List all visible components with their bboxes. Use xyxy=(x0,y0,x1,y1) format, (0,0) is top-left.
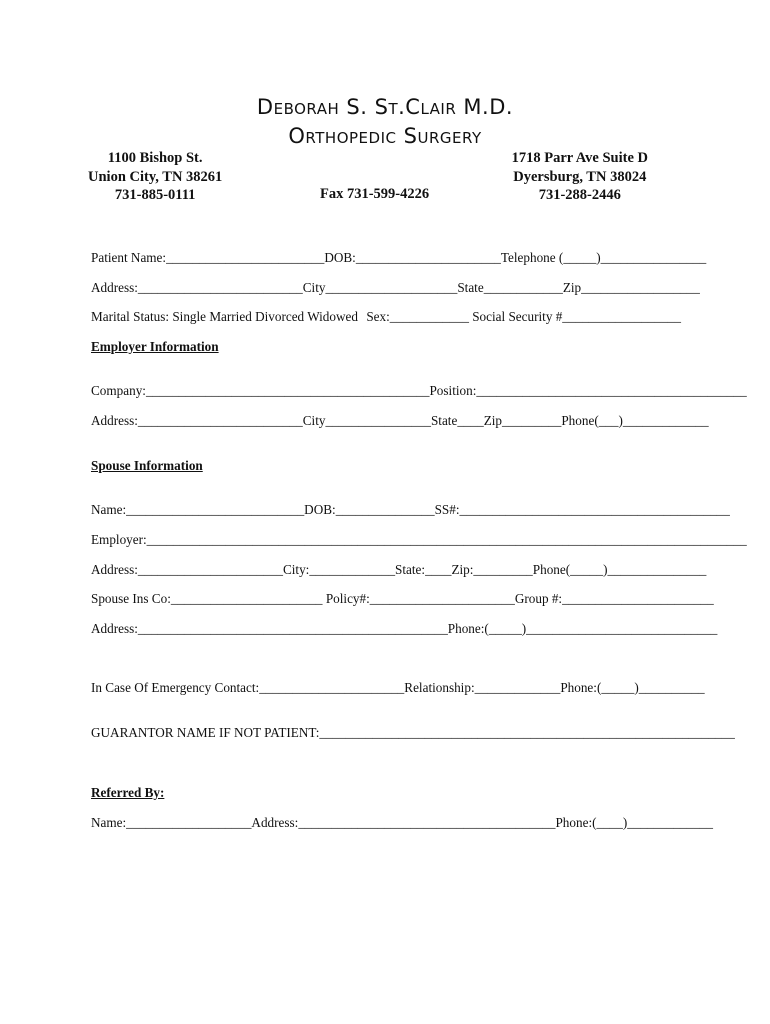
employer-heading: Employer Information xyxy=(91,339,219,354)
left-phone: 731-885-0111 xyxy=(114,187,196,203)
marital-status-options[interactable]: Marital Status: Single Married Divorced Widowed xyxy=(91,309,358,324)
spouse-insurance-line[interactable]: Spouse Ins Co:_______________________ Policy#:______________________Group #:_______________________ xyxy=(91,591,714,606)
left-office-address xyxy=(88,149,222,205)
guarantor-line[interactable]: GUARANTOR NAME IF NOT PATIENT:_______________________________________________________________ xyxy=(91,725,735,740)
left-street: 1100 Bishop St. xyxy=(107,150,203,166)
spouse-ins-address-line[interactable]: Address:_______________________________________________Phone:(_____)_____________________________ xyxy=(91,621,718,636)
spouse-address-line[interactable]: Address:______________________City:_____________State:____Zip:_________Phone(_____)_______________ xyxy=(91,562,707,577)
right-office-address xyxy=(512,149,648,205)
referred-line[interactable]: Name:___________________Address:_______________________________________Phone:(____)_____________ xyxy=(91,815,713,830)
right-city: Dyersburg, TN 38024 xyxy=(513,168,647,185)
right-street: 1718 Parr Ave Suite D xyxy=(511,150,648,166)
marital-sex-line xyxy=(91,309,681,325)
spouse-name-line[interactable]: Name:___________________________DOB:_______________SS#:_________________________________________ xyxy=(91,502,730,517)
emergency-contact-line[interactable]: In Case Of Emergency Contact:______________________Relationship:_____________Phone:(_____)__________ xyxy=(91,680,705,695)
fax-number: Fax 731-599-4226 xyxy=(320,186,430,202)
referred-heading: Referred By: xyxy=(91,785,165,800)
sex-ssn-fields[interactable]: Sex:____________ Social Security #__________________ xyxy=(366,309,681,324)
employer-company-line[interactable]: Company:___________________________________________Position:_________________________________________ xyxy=(91,383,747,398)
patient-address-line[interactable]: Address:_________________________City____________________State____________Zip__________________ xyxy=(91,280,700,295)
spouse-heading: Spouse Information xyxy=(91,458,203,473)
patient-name-line[interactable]: Patient Name:________________________DOB:______________________Telephone (_____)________________ xyxy=(91,250,707,265)
specialty-title: Orthopedic Surgery xyxy=(288,124,482,148)
right-phone: 731-288-2446 xyxy=(538,187,621,203)
spouse-employer-line[interactable]: Employer:___________________________________________________________________________________________ xyxy=(91,532,747,547)
doctor-name: Deborah S. St.Clair M.D. xyxy=(256,95,514,119)
employer-address-line[interactable]: Address:_________________________City________________State____Zip_________Phone(___)_____________ xyxy=(91,413,709,428)
left-city: Union City, TN 38261 xyxy=(88,168,223,185)
